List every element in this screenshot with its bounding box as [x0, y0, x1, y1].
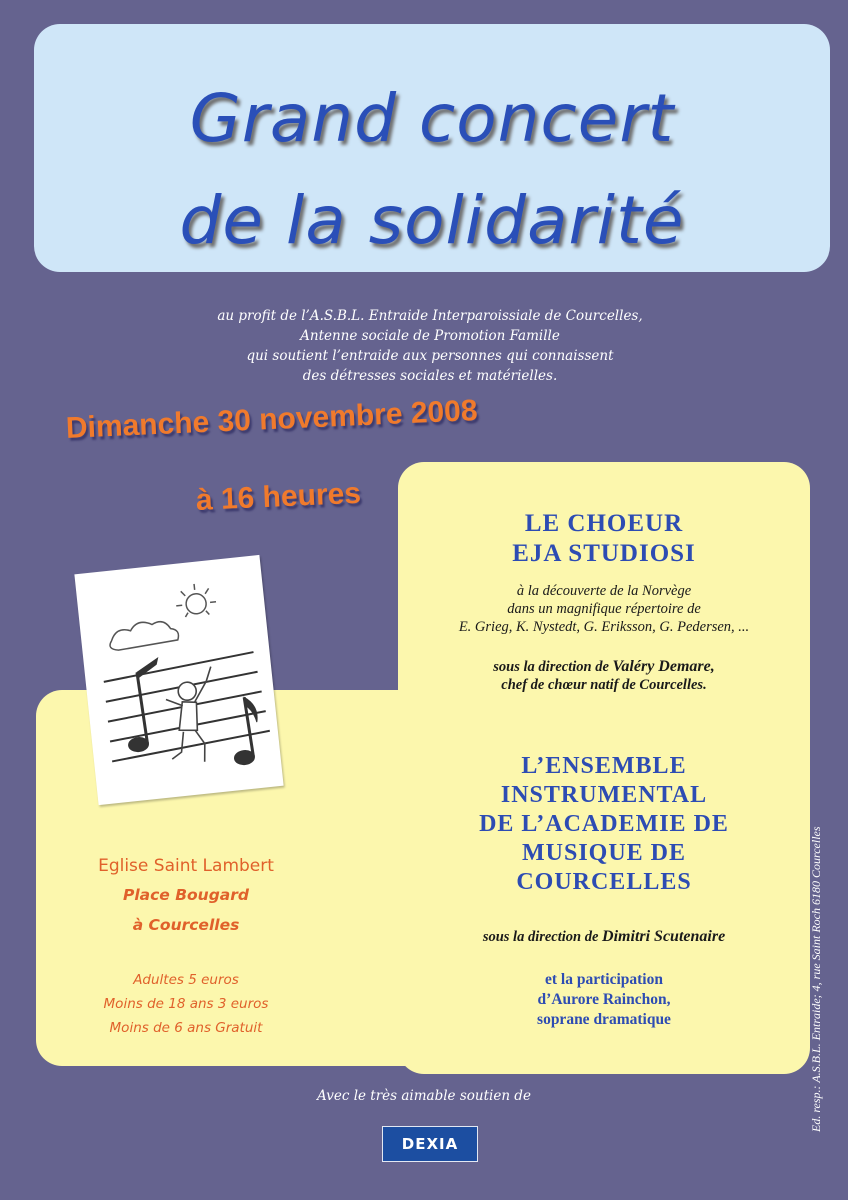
- ensemble-title-line: INSTRUMENTAL: [500, 782, 708, 808]
- ensemble-title-line: DE L’ACADEMIE DE: [479, 811, 729, 837]
- choir-director: Valéry Demare,: [612, 658, 715, 675]
- sponsor-logo: DEXIA: [382, 1126, 478, 1162]
- title-line-2: de la solidarité: [179, 182, 685, 259]
- ensemble-direction: [398, 928, 810, 946]
- ensemble-title: [398, 752, 810, 897]
- participation-line: d’Aurore Rainchon,: [537, 991, 671, 1008]
- benefit-line: au profit de l’A.S.B.L. Entraide Interparoissiale de Courcelles,: [217, 308, 643, 324]
- ensemble-director: Dimitri Scutenaire: [602, 928, 726, 945]
- music-drawing-icon: [74, 555, 283, 805]
- benefit-line: des détresses sociales et matérielles.: [302, 368, 558, 384]
- event-date: Dimanche 30 novembre 2008: [65, 394, 479, 445]
- choir-title-2: EJA STUDIOSI: [512, 540, 696, 567]
- music-illustration: [74, 555, 283, 805]
- participation: [398, 970, 810, 1030]
- event-time: à 16 heures: [195, 476, 362, 517]
- direction-prefix: sous la direction de: [482, 929, 603, 945]
- title-banner: [34, 24, 830, 272]
- ensemble-title-line: L’ENSEMBLE: [521, 753, 687, 779]
- participation-line: et la participation: [545, 971, 663, 988]
- price-line: Moins de 18 ans 3 euros: [103, 996, 269, 1012]
- choir-direction: [398, 658, 810, 694]
- venue-church: Eglise Saint Lambert: [98, 856, 274, 876]
- choir-description-line: à la découverte de la Norvège: [516, 583, 692, 599]
- choir-description-line: dans un magnifique répertoire de: [507, 601, 701, 617]
- benefit-paragraph: [150, 306, 710, 386]
- choir-title-1: LE CHOEUR: [524, 510, 684, 537]
- benefit-line: Antenne sociale de Promotion Famille: [300, 328, 560, 344]
- price-line: Adultes 5 euros: [133, 972, 239, 988]
- price-line: Moins de 6 ans Gratuit: [109, 1020, 263, 1036]
- program-panel: [398, 462, 810, 1074]
- choir-description: [398, 582, 810, 636]
- venue-city: à Courcelles: [132, 916, 240, 934]
- choir-description-line: E. Grieg, K. Nystedt, G. Eriksson, G. Pedersen, ...: [458, 619, 750, 635]
- support-text: Avec le très aimable soutien de: [317, 1088, 531, 1104]
- title-line-1: Grand concert: [189, 80, 675, 157]
- participation-line: soprane dramatique: [537, 1011, 671, 1028]
- ensemble-title-line: COURCELLES: [516, 869, 692, 895]
- ensemble-title-line: MUSIQUE DE: [521, 840, 687, 866]
- responsible-editor: Ed. resp.: A.S.B.L. Entraide; 4, rue Saint Roch 6180 Courcelles: [809, 826, 823, 1132]
- choir-director-note: chef de chœur natif de Courcelles.: [501, 677, 707, 693]
- direction-prefix: sous la direction de: [493, 659, 613, 675]
- benefit-line: qui soutient l’entraide aux personnes qui connaissent: [246, 348, 614, 364]
- venue-place: Place Bougard: [122, 886, 250, 904]
